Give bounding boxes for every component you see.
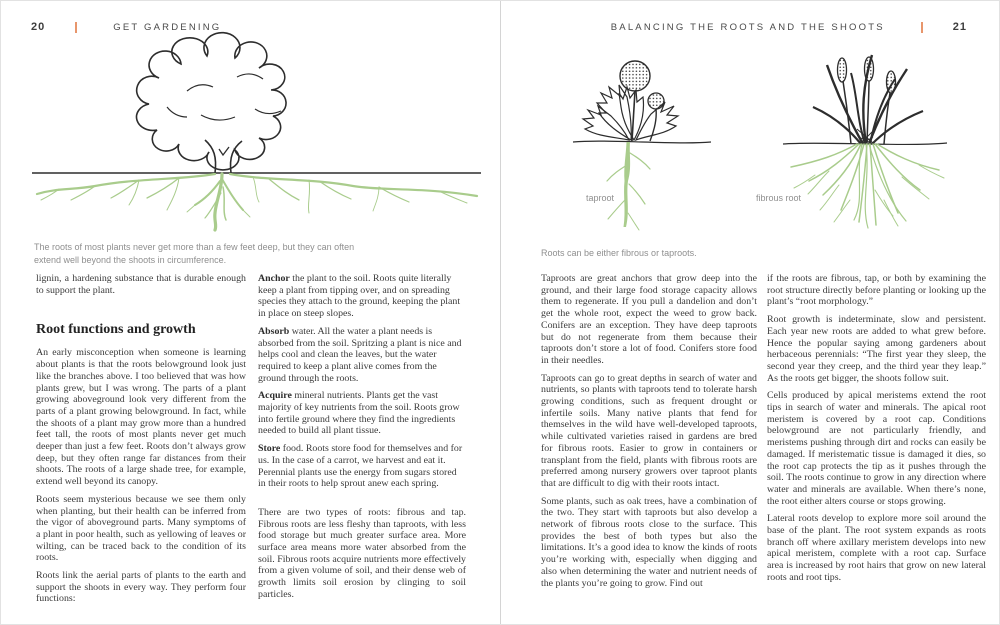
paragraph: if the roots are fibrous, tap, or both by examining the root structure directly before planting or looking up the plant’s “root morphology.” [767,273,986,308]
paragraph: Some plants, such as oak trees, have a combination of the two. They start with taproots but also develop a network of fibrous roots close to the surface. This provides the best of both types but also the limitations. It’s a good idea to know the kinds of roots you’re working with, especially when digging and also when determining the water and nutrient needs of the plants you’re going to grow. Find out [541,495,757,589]
header-divider-bar [75,22,77,33]
right-caption: Roots can be either fibrous or taproots. [541,248,697,258]
dandelion-taproot-illustration [557,53,732,235]
left-column-1 [36,273,246,611]
root-function-absorb: Absorb water. All the water a plant needs is absorbed from the soil. Spritzing a plant is nice and helps cool and clean the leaves, but the water required to keep a plant alive comes from the ground through the roots. [258,325,462,384]
header-divider-bar [921,22,923,33]
paragraph: There are two types of roots: fibrous and tap. Fibrous roots are less fleshy than taproots, with less food storage but much greater surface area. More surface area means more water absorbed from the soil. Fibrous roots acquire nutrients more effectively from a given volume of soil, and their dense web of growth limits soil erosion by clinging to soil particles. [258,506,466,600]
tree-illustration [29,47,487,239]
paragraph: Root growth is indeterminate, slow and persistent. Each year new roots are added to what grew before. Hence the popular saying among gardeners about herbaceous perennials: “The first year they sleep, the second year they creep, and the third year they leap.” As the roots get bigger, the shoots follow suit. [767,314,986,384]
left-page-header [31,21,221,33]
taproot-label: taproot [586,193,615,203]
fibrous-root-label: fibrous root [756,193,802,203]
tree-trunk [205,140,242,173]
grass-plant [783,55,947,228]
section-heading: Root functions and growth [36,322,196,338]
paragraph: Taproots are great anchors that grow deep into the ground, and their large food storage capacity allows them to regenerate. If you pull a dandelion and don’t get the whole root, expect the weed to grow back. Conifers are an exception. They have deep taproots but do not regenerate from them because their taproots don’t store a lot of food. Conifers store food in their needles. [541,273,757,366]
left-page-number: 20 [31,21,46,33]
paragraph: Lateral roots develop to explore more soil around the base of the plant. The root system expands as roots branch off where axillary meristem develops into new apical meristem, complete with a root cap. Surface area is increased by root hairs that grow on new lateral roots and root tips. [767,513,986,583]
grass-fibrous-illustration [771,49,961,235]
right-page-number: 21 [952,21,967,33]
page-gutter [500,1,501,625]
tree-roots [37,174,477,230]
paragraph: Roots link the aerial parts of plants to the earth and support the shoots in every way. They perform four functions: [36,570,246,605]
dandelion-plant [573,61,711,230]
fibrous-roots [791,144,944,228]
paragraph: Taproots can go to great depths in search of water and nutrients, so plants with taproots tend to tolerate harsh growing conditions, such as frequent drought or infertile soils. Many native plants that fend for themselves in the wild have well-developed taproots, while cultivated varieties raised in gardens are bred for fibrous roots. Easier to grow in containers or transplant from the field, plants with fibrous roots are preferred among nursery growers over taproot plants that are difficult to dig with their roots intact. [541,372,757,489]
taproot [607,142,650,230]
function-lead: Anchor [258,273,290,284]
right-column-1 [541,273,757,595]
right-page-header [611,21,967,33]
paragraph: Cells produced by apical meristems extend the root tips in search of water and minerals. The apical root meristem is covered by a root cap. Conditions belowground are not particularly friendly, and meristems pushing through dirt and rocks can easily be damaged. If meristematic tissue is damaged it dies, so the root cap protects the tip as it pushes through the soil. The roots continue to grow in any direction where water and minerals are available. When there’s none, the root either alters course or stops growing. [767,390,986,507]
paragraph: lignin, a hardening substance that is durable enough to support the plant. [36,273,246,296]
tree-canopy [137,33,287,170]
root-function-anchor: Anchor the plant to the soil. Roots quite literally keep a plant from tipping over, and on spreading species they attach to the ground, keeping the plant in place on steep slopes. [258,273,461,320]
function-lead: Absorb [258,325,290,337]
function-lead: Acquire [258,390,292,402]
right-column-2 [767,273,986,590]
root-function-store: Store food. Roots store food for themselves and for us. In the case of a carrot, we harvest and eat it. Perennial plants use the energy from sugars stored in their roots to help sprout anew each spring. [258,443,463,490]
right-header-title: BALANCING THE ROOTS AND THE SHOOTS [610,21,885,33]
left-header-title: GET GARDENING [113,21,222,33]
paragraph: An early misconception when someone is learning about plants is that the roots belowground look just like the branches above. I too believed that was how plants grew, but I was wrong. The parts of a plant growing aboveground look very different from the parts of a plant growing belowground. In fact, while the shoots of a plant may grow more than a hundred feet tall, the roots of most plants never get much deeper than just a few feet. Roots don’t always grow deep, but they often range far distances from their shoots. The roots of a large shade tree, for example, extend well beyond its canopy. [36,347,246,488]
root-function-acquire: Acquire mineral nutrients. Plants get the vast majority of key nutrients from the soil. Roots grow into fertile ground where they find the ingredients needed to build all plant tissue. [258,390,460,437]
function-lead: Store [258,443,281,455]
left-caption: The roots of most plants never get more than a few feet deep, but they can often extend well beyond the shoots in circumference. [34,242,355,265]
paragraph: Roots seem mysterious because we see them only when planting, but their health can be inferred from the vigor of aboveground parts. Many symptoms of a plant in poor health, such as yellowing of leaves or wilting, can be traced back to the condition of its roots. [36,493,246,564]
left-column-2 [258,273,466,607]
